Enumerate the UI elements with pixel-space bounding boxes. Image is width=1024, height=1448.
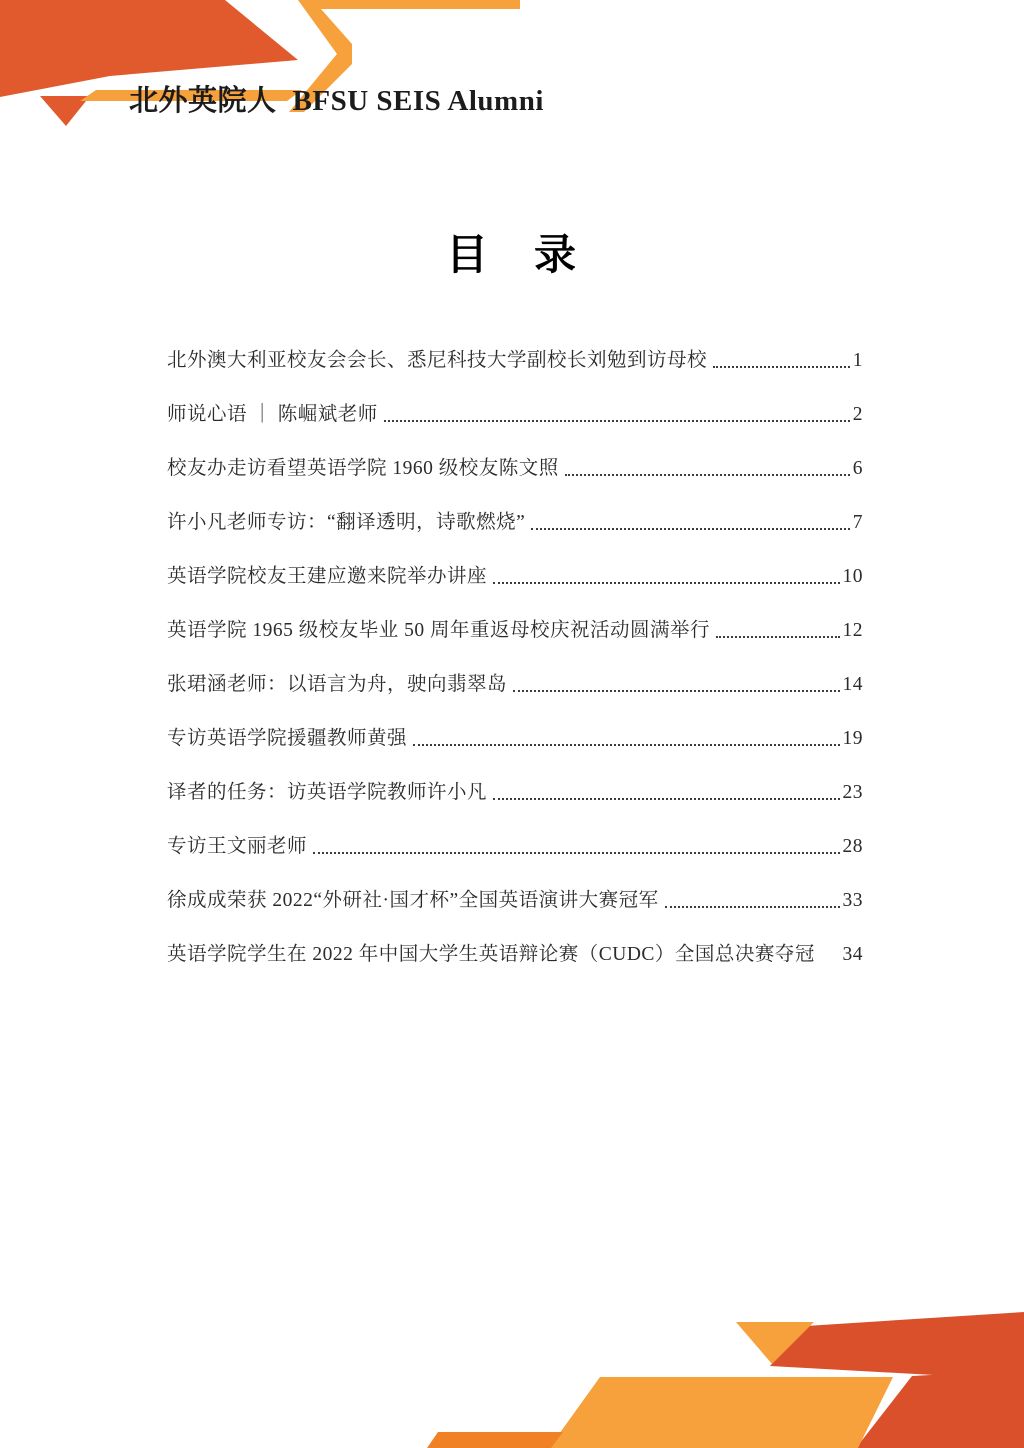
toc-entry-title: 校友办走访看望英语学院 1960 级校友陈文照 — [167, 458, 559, 479]
toc-entry[interactable] — [167, 403, 863, 426]
toc-entry[interactable] — [167, 943, 863, 966]
toc-entry-page: 19 — [842, 728, 863, 749]
toc-entry-title: 张珺涵老师：以语言为舟，驶向翡翠岛 — [167, 674, 508, 695]
toc-entry[interactable] — [167, 511, 863, 534]
toc-entry-page: 2 — [852, 404, 863, 425]
toc-entry-title: 专访王文丽老师 — [167, 836, 308, 857]
toc-entry[interactable] — [167, 727, 863, 750]
toc-entry[interactable] — [167, 619, 863, 642]
top-orange-band-shape — [311, 0, 520, 9]
toc-entry-title: 北外澳大利亚校友会会长、悉尼科技大学副校长刘勉到访母校 — [167, 350, 708, 371]
masthead-title-en: BFSU SEIS Alumni — [292, 85, 544, 117]
toc-entry-title: 专访英语学院援疆教师黄强 — [167, 728, 408, 749]
masthead-title-cn: 北外英院人 — [129, 85, 277, 117]
bottom-yellow-parallelogram-shape — [549, 1377, 893, 1448]
toc-entry[interactable] — [167, 565, 863, 588]
toc-entry-title: 徐成成荣获 2022“外研社·国才杯”全国英语演讲大赛冠军 — [167, 890, 659, 911]
toc-dotted-leader — [493, 798, 839, 800]
bottom-orange-strip-shape — [427, 1432, 563, 1448]
toc-entry[interactable] — [167, 781, 863, 804]
toc-entry-title: 英语学院校友王建应邀来院举办讲座 — [167, 566, 488, 587]
toc-dotted-leader — [493, 582, 839, 584]
toc-entry-title: 英语学院学生在 2022 年中国大学生英语辩论赛（CUDC）全国总决赛夺冠 — [167, 944, 815, 965]
toc-entry-page: 28 — [842, 836, 863, 857]
toc-entry-title: 译者的任务：访英语学院教师许小凡 — [167, 782, 488, 803]
top-left-banner-decoration — [0, 0, 1024, 150]
toc-entry-page: 12 — [842, 620, 863, 641]
masthead — [129, 78, 544, 119]
toc-entry-page: 34 — [842, 944, 863, 965]
bottom-right-banner-decoration — [0, 1288, 1024, 1448]
toc-entry-page: 7 — [852, 512, 863, 533]
toc-entry[interactable] — [167, 889, 863, 912]
toc-dotted-leader — [413, 744, 839, 746]
toc-dotted-leader — [384, 420, 850, 422]
toc-dotted-leader — [713, 366, 850, 368]
toc-dotted-leader — [531, 528, 849, 530]
toc-dotted-leader — [716, 636, 839, 638]
toc-entry-page: 6 — [852, 458, 863, 479]
toc-dotted-leader — [565, 474, 850, 476]
toc-dotted-leader — [665, 906, 840, 908]
toc-entry-page: 33 — [842, 890, 863, 911]
toc-entry[interactable] — [167, 673, 863, 696]
toc-entry[interactable] — [167, 835, 863, 858]
toc-entry[interactable] — [167, 457, 863, 480]
toc-dotted-leader — [313, 852, 839, 854]
toc-entry[interactable] — [167, 349, 863, 372]
toc-dotted-leader — [513, 690, 839, 692]
toc-entry-page: 23 — [842, 782, 863, 803]
toc-list — [167, 349, 863, 997]
toc-entry-page: 1 — [852, 350, 863, 371]
toc-entry-title: 许小凡老师专访：“翻译透明，诗歌燃烧” — [167, 512, 526, 533]
toc-entry-page: 14 — [842, 674, 863, 695]
toc-entry-page: 10 — [842, 566, 863, 587]
toc-title: 目 录 — [445, 233, 578, 279]
toc-entry-title: 师说心语 ｜ 陈崛斌老师 — [167, 404, 378, 425]
toc-entry-title: 英语学院 1965 级校友毕业 50 周年重返母校庆祝活动圆满举行 — [167, 620, 711, 641]
